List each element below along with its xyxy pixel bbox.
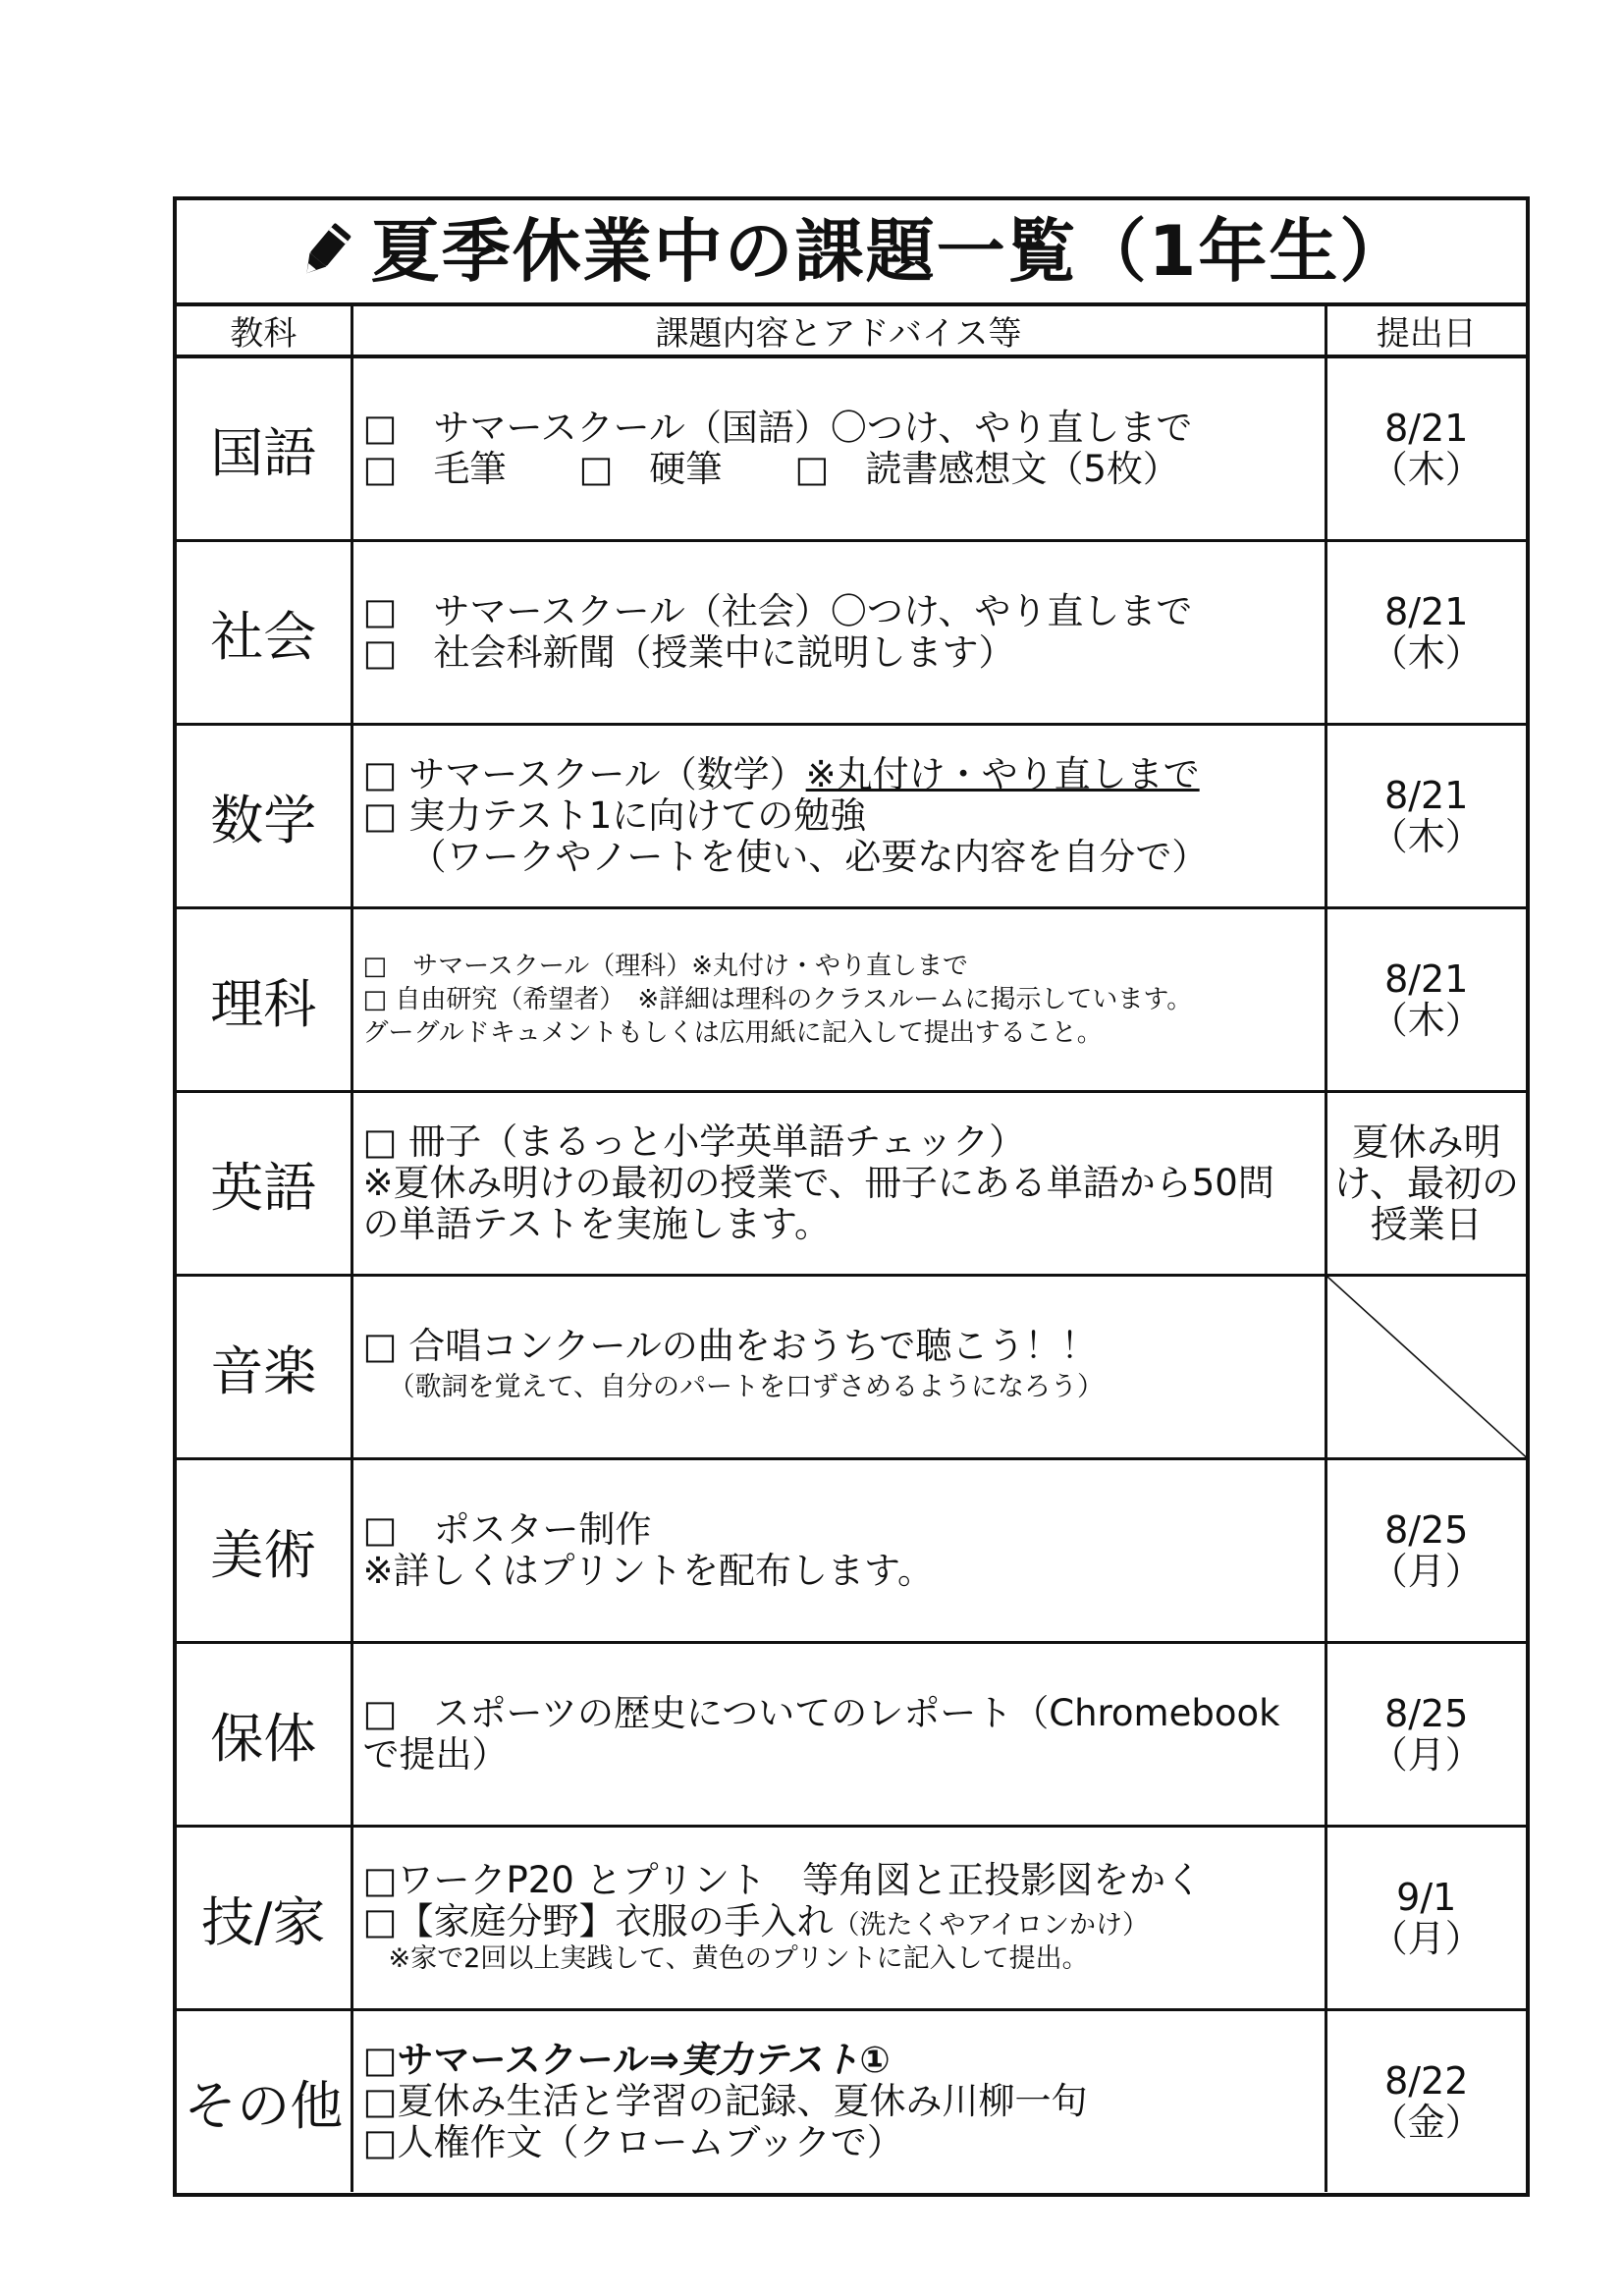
content-cell bbox=[352, 908, 1325, 1092]
subject-cell: その他 bbox=[177, 2010, 352, 2193]
content-line: （ワークやノートを使い、必要な内容を自分で） bbox=[409, 836, 1209, 878]
content-line: □人権作文（クロームブックで） bbox=[362, 2121, 903, 2163]
table-row bbox=[177, 1276, 1526, 1459]
due-date: 8/25 bbox=[1384, 1692, 1469, 1735]
page-title: 夏季休業中の課題一覧（1年生） bbox=[370, 211, 1411, 292]
content-cell bbox=[352, 1643, 1325, 1827]
header-row bbox=[177, 306, 1526, 356]
due-day: （月） bbox=[1370, 1733, 1483, 1777]
due-day: （木） bbox=[1370, 815, 1483, 858]
subject-cell: 社会 bbox=[177, 541, 352, 725]
content-line: □ 合唱コンクールの曲をおうちで聴こう！！ bbox=[362, 1325, 1098, 1367]
due-cell bbox=[1325, 1092, 1526, 1276]
content-line: □ ポスター制作 bbox=[362, 1508, 652, 1551]
assignment-table bbox=[177, 306, 1526, 2192]
table-row bbox=[177, 1092, 1526, 1276]
table-row bbox=[177, 725, 1526, 908]
content-line: □ 毛筆 □ 硬筆 □ 読書感想文（5枚） bbox=[362, 448, 1179, 490]
table-row bbox=[177, 541, 1526, 725]
underlined-note: ※丸付け・やり直しまで bbox=[805, 753, 1200, 795]
content-cell bbox=[352, 1827, 1325, 2010]
due-line: け、最初の bbox=[1333, 1162, 1519, 1205]
content-line bbox=[363, 1901, 1319, 1942]
content-text: □サマースクール bbox=[362, 2039, 649, 2081]
content-cell bbox=[352, 541, 1325, 725]
subject-cell: 技/家 bbox=[177, 1827, 352, 2010]
table-row bbox=[177, 908, 1526, 1092]
subject-cell: 音楽 bbox=[177, 1276, 352, 1459]
due-date: 9/1 bbox=[1396, 1876, 1457, 1919]
due-cell bbox=[1325, 1459, 1526, 1643]
content-line: の単語テストを実施します。 bbox=[362, 1203, 832, 1245]
content-line: ※家で2回以上実践して、黄色のプリントに記入して提出。 bbox=[388, 1943, 1089, 1974]
content-text: □【家庭分野】衣服の手入れ bbox=[362, 1900, 834, 1942]
content-cell bbox=[352, 356, 1325, 541]
title-inner bbox=[293, 211, 1411, 292]
due-cell bbox=[1325, 1827, 1526, 2010]
pencil-icon bbox=[293, 219, 357, 284]
content-line: □ワークP20 とプリント 等角図と正投影図をかく bbox=[362, 1859, 1203, 1901]
content-line: □ 自由研究（希望者） ※詳細は理科のクラスルームに掲示しています。 bbox=[362, 985, 1193, 1014]
due-cell bbox=[1325, 2010, 1526, 2193]
content-line: □ サマースクール（理科）※丸付け・やり直しまで bbox=[362, 952, 969, 981]
due-cell bbox=[1325, 356, 1526, 541]
content-cell bbox=[352, 2010, 1325, 2193]
due-date: 8/21 bbox=[1384, 590, 1469, 633]
content-line: □ 冊子（まるっと小学英単語チェック） bbox=[362, 1121, 1026, 1163]
title-row bbox=[177, 200, 1526, 306]
header-subject: 教科 bbox=[177, 306, 352, 356]
content-emphasis: ⇒実力テスト① bbox=[648, 2039, 891, 2081]
table-row bbox=[177, 1459, 1526, 1643]
due-day: （月） bbox=[1370, 1550, 1483, 1593]
due-line: 夏休み明 bbox=[1351, 1121, 1501, 1164]
content-line: □ スポーツの歴史についてのレポート（Chromebook bbox=[362, 1692, 1280, 1734]
diagonal-strike bbox=[1327, 1277, 1527, 1457]
content-line: □ サマースクール（社会）〇つけ、やり直しまで bbox=[362, 590, 1193, 632]
due-cell bbox=[1325, 908, 1526, 1092]
content-line bbox=[363, 2040, 1319, 2081]
table-row bbox=[177, 1827, 1526, 2010]
due-cell bbox=[1325, 725, 1526, 908]
due-day: （月） bbox=[1370, 1917, 1483, 1960]
content-line: □ 実力テスト1に向けての勉強 bbox=[362, 794, 867, 837]
due-day: （木） bbox=[1370, 999, 1483, 1042]
content-line: で提出） bbox=[362, 1733, 509, 1776]
due-cell bbox=[1325, 1643, 1526, 1827]
content-cell bbox=[352, 725, 1325, 908]
header-content: 課題内容とアドバイス等 bbox=[352, 306, 1325, 356]
due-date: 8/21 bbox=[1384, 957, 1469, 1001]
table-row bbox=[177, 1643, 1526, 1827]
table-row bbox=[177, 2010, 1526, 2193]
content-text: □ サマースクール（数学） bbox=[362, 753, 806, 795]
subject-cell: 英語 bbox=[177, 1092, 352, 1276]
due-day: （木） bbox=[1370, 448, 1483, 491]
table-row bbox=[177, 356, 1526, 541]
subject-cell: 保体 bbox=[177, 1643, 352, 1827]
content-line: □ サマースクール（国語）〇つけ、やり直しまで bbox=[362, 407, 1193, 449]
content-cell bbox=[352, 1276, 1325, 1459]
due-date: 8/21 bbox=[1384, 774, 1469, 817]
due-date: 8/21 bbox=[1384, 407, 1469, 450]
content-line: グーグルドキュメントもしくは広用紙に記入して提出すること。 bbox=[362, 1018, 1103, 1048]
due-cell bbox=[1325, 541, 1526, 725]
content-line: □ 社会科新聞（授業中に説明します） bbox=[362, 631, 1015, 674]
header-due: 提出日 bbox=[1325, 306, 1526, 356]
content-line: □夏休み生活と学習の記録、夏休み川柳一句 bbox=[362, 2080, 1088, 2122]
due-line: 授業日 bbox=[1370, 1203, 1483, 1246]
due-date: 8/22 bbox=[1384, 2059, 1469, 2103]
due-day: （木） bbox=[1370, 631, 1483, 675]
assignment-sheet bbox=[173, 196, 1530, 2197]
content-line: （歌詞を覚えて、自分のパートを口ずさめるようになろう） bbox=[388, 1372, 1104, 1402]
content-cell bbox=[352, 1459, 1325, 1643]
subject-cell: 理科 bbox=[177, 908, 352, 1092]
content-note: （洗たくやアイロンかけ） bbox=[833, 1910, 1150, 1941]
content-line: ※夏休み明けの最初の授業で、冊子にある単語から50問 bbox=[362, 1162, 1274, 1204]
content-cell bbox=[352, 1092, 1325, 1276]
subject-cell: 国語 bbox=[177, 356, 352, 541]
subject-cell: 美術 bbox=[177, 1459, 352, 1643]
due-cell-empty bbox=[1325, 1276, 1526, 1459]
due-day: （金） bbox=[1370, 2101, 1483, 2144]
due-date: 8/25 bbox=[1384, 1508, 1469, 1552]
content-line bbox=[363, 754, 1319, 795]
subject-cell: 数学 bbox=[177, 725, 352, 908]
content-line: ※詳しくはプリントを配布します。 bbox=[362, 1550, 935, 1592]
